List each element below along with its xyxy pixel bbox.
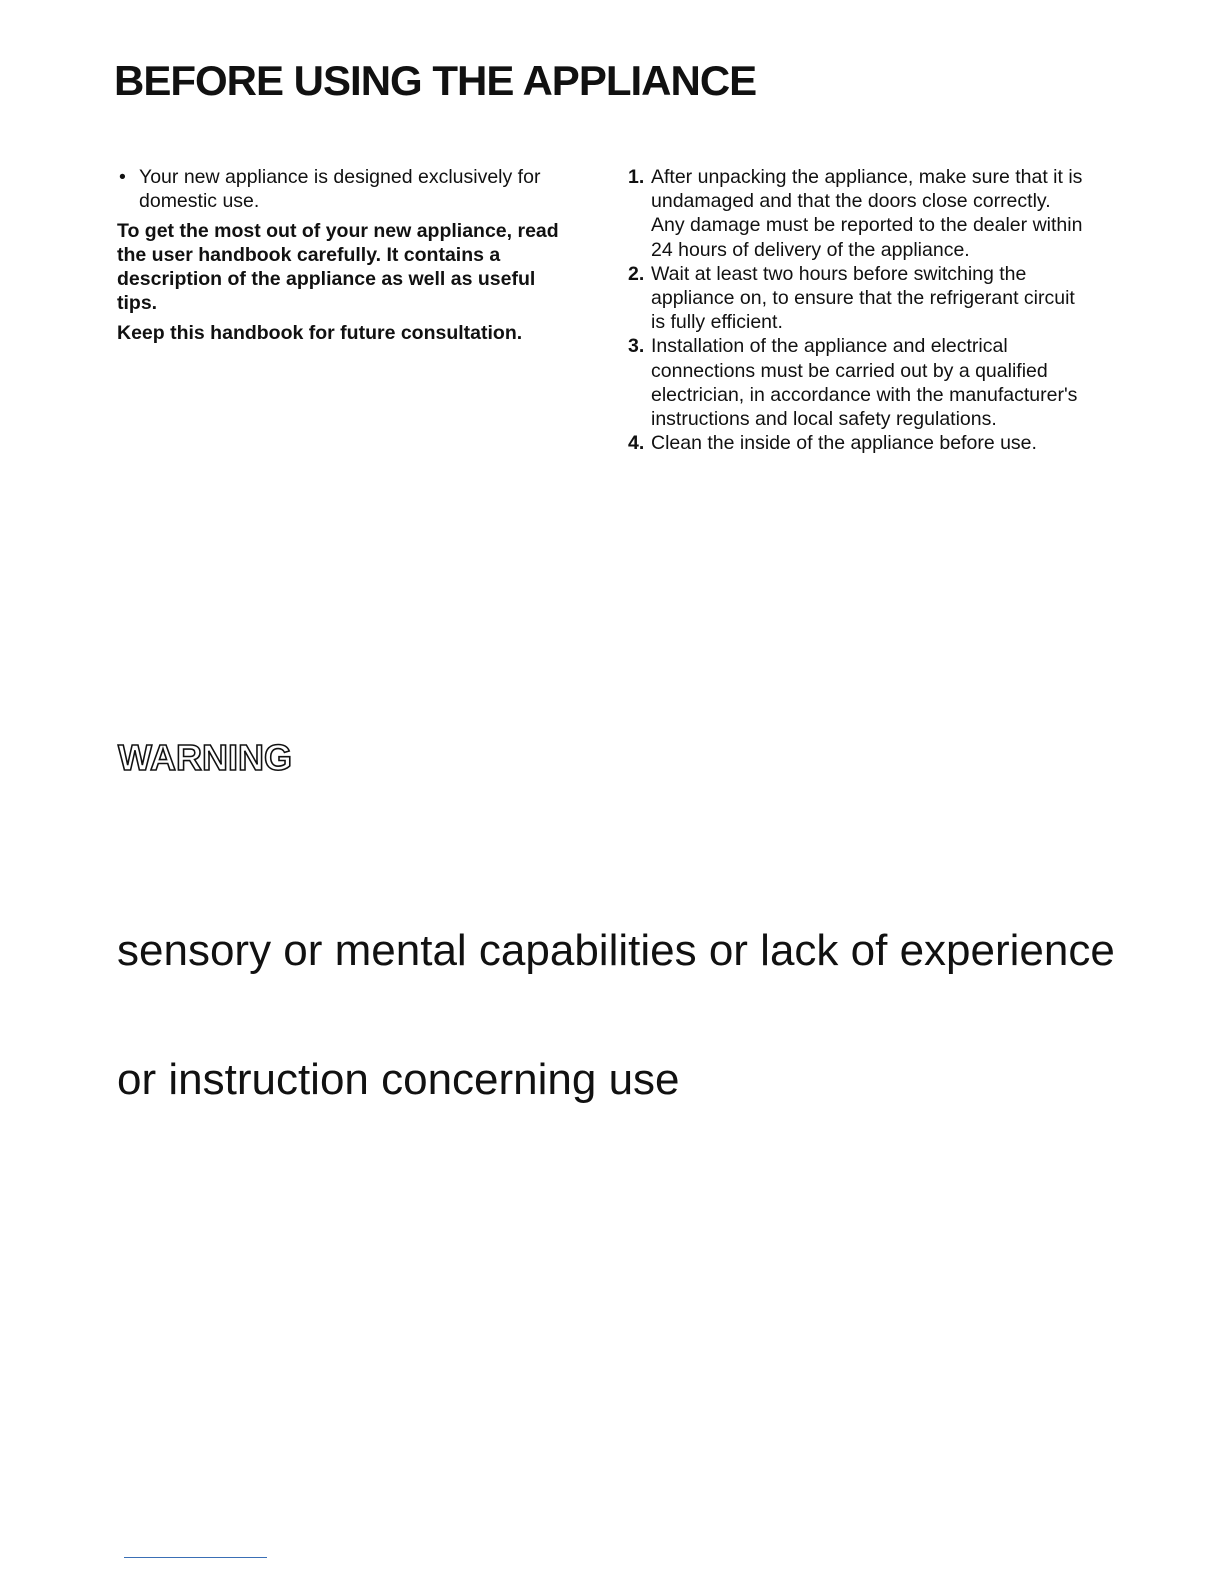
- list-text: Clean the inside of the appliance before use.: [651, 432, 1037, 455]
- bullet-text: Your new appliance is designed exclusively for domestic use.: [139, 166, 541, 212]
- list-item: [628, 262, 1088, 335]
- warning-heading: WARNING: [118, 737, 292, 778]
- list-number: 1.: [628, 166, 645, 188]
- footer-link-underline: [124, 1557, 267, 1558]
- instructions-list: [628, 165, 1088, 455]
- left-column: [117, 165, 577, 351]
- list-item: [628, 165, 1088, 262]
- keep-handbook-note: Keep this handbook for future consultation.: [117, 322, 523, 344]
- bullet-item: [117, 165, 577, 213]
- right-column: [628, 165, 1088, 455]
- list-number: 3.: [628, 335, 645, 358]
- warning-line-1: sensory or mental capabilities or lack of experience: [117, 926, 1115, 975]
- list-item: [628, 431, 1088, 455]
- list-text: Installation of the appliance and electrical connections must be carried out by a qualified electrician, in accordance with the manufacturer's instructions and local safety regulations.: [651, 335, 1078, 431]
- bullet-dot-icon: •: [119, 166, 126, 188]
- list-item: [628, 334, 1088, 431]
- list-text: Wait at least two hours before switching the appliance on, to ensure that the refrigerant circuit is fully efficient.: [651, 262, 1075, 334]
- list-number: 4.: [628, 432, 645, 455]
- list-number: 2.: [628, 262, 645, 285]
- warning-line-2: or instruction concerning use: [117, 1055, 680, 1104]
- list-text: After unpacking the appliance, make sure that it is undamaged and that the doors close correctly. Any damage must be reported to the dealer within 24 hours of delivery of the appliance.: [651, 166, 1083, 261]
- page-title: BEFORE USING THE APPLIANCE: [114, 57, 757, 104]
- handbook-advice: To get the most out of your new appliance, read the user handbook carefully. It contains a description of the appliance as well as useful tips.: [117, 220, 559, 314]
